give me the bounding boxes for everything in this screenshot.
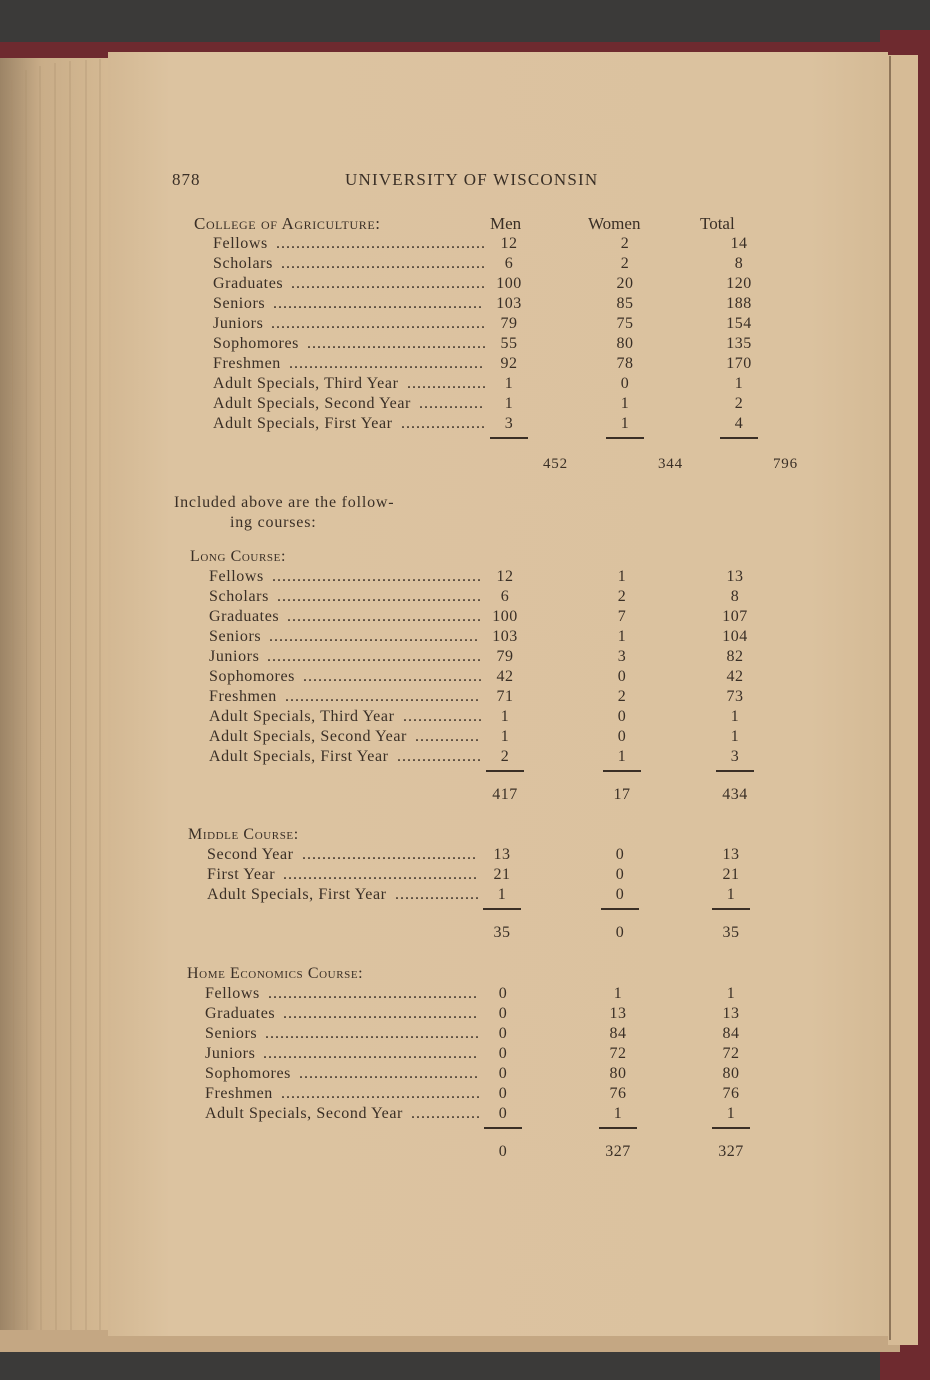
leader-dots: ....................................... [291,275,486,292]
table-row [0,1045,930,1065]
page-number: 878 [172,170,201,189]
cell-women: 2 [620,235,630,252]
cell-total: 188 [726,295,752,312]
cell-women: 1 [613,1105,623,1122]
leader-dots: ....................................... [289,355,484,372]
cell-women: 75 [616,315,634,332]
cell-women: 1 [613,985,623,1002]
table-row [0,1005,930,1025]
cell-total: 107 [722,608,748,625]
cell-women: 0 [617,708,627,725]
table-row [0,886,930,906]
sum-rule [720,437,758,439]
cell-women: 13 [609,1005,627,1022]
cell-women: 76 [609,1085,627,1102]
sum-rule [716,770,754,772]
cell-total: 3 [730,748,740,765]
sum-rule [603,770,641,772]
cell-men: 92 [500,355,518,372]
row-label: Graduates [205,1005,276,1022]
sum-rule [490,437,528,439]
cell-women: 0 [615,866,625,883]
row-label: Seniors [205,1025,258,1042]
table-row [0,1105,930,1125]
row-label: Sophomores [213,335,299,352]
row-label: Fellows [213,235,268,252]
cell-women: 80 [609,1065,627,1082]
cell-total: 42 [726,668,744,685]
table-row [0,295,930,315]
leader-dots: ....................................... [287,608,482,625]
cell-women: 1 [620,415,630,432]
section-heading-row [0,826,930,846]
cell-women: 80 [616,335,634,352]
cell-total: 1 [730,708,740,725]
cell-total: 76 [722,1085,740,1102]
cell-men: 1 [500,728,510,745]
table-row [0,375,930,395]
cell-total: 72 [722,1045,740,1062]
college-total-all: 796 [773,456,798,472]
table-row [0,985,930,1005]
column-header-women: Women [588,214,641,233]
cell-men: 103 [496,295,522,312]
leader-dots: ......................................... [277,588,482,605]
cell-total: 1 [730,728,740,745]
cell-total: 13 [722,1005,740,1022]
cell-total: 8 [734,255,744,272]
college-total-men: 452 [543,456,568,472]
cell-total: 84 [722,1025,740,1042]
table-row [0,315,930,335]
section-heading-row [0,548,930,568]
table-row [0,668,930,688]
cell-women: 2 [620,255,630,272]
leader-dots: ........................................ [281,1085,481,1102]
table-row [0,235,930,255]
cell-men: 3 [504,415,514,432]
cell-men: 0 [498,1045,508,1062]
cell-women: 2 [617,688,627,705]
cell-men: 6 [504,255,514,272]
leader-dots: .................................... [307,335,487,352]
section-heading-row [0,965,930,985]
sum-rule [484,1127,522,1129]
cell-men: 79 [496,648,514,665]
cell-women: 1 [617,568,627,585]
leader-dots: ....................................... [283,1005,478,1022]
row-label: Freshmen [209,688,277,705]
total-women: 327 [605,1143,631,1160]
column-header-total: Total [700,214,735,233]
leader-dots: .................................... [299,1065,479,1082]
sum-rule [486,770,524,772]
cell-men: 2 [500,748,510,765]
leader-dots: .......................................... [276,235,486,252]
cell-total: 21 [722,866,740,883]
leader-dots: ................. [395,886,480,903]
sum-rule [712,1127,750,1129]
sum-rule [483,908,521,910]
cell-men: 1 [500,708,510,725]
cell-men: 1 [504,375,514,392]
total-men: 417 [492,786,518,803]
table-row [0,608,930,628]
cell-men: 1 [497,886,507,903]
leader-dots: ....................................... [285,688,480,705]
cell-women: 84 [609,1025,627,1042]
cell-women: 0 [617,668,627,685]
cell-men: 13 [493,846,511,863]
table-row [0,1025,930,1045]
cell-total: 14 [730,235,748,252]
cell-total: 1 [726,886,736,903]
row-label: Freshmen [205,1085,273,1102]
cell-men: 55 [500,335,518,352]
cell-women: 0 [617,728,627,745]
row-label: Adult Specials, First Year [207,886,387,903]
total-total: 327 [718,1143,744,1160]
table-row [0,588,930,608]
cell-women: 1 [617,628,627,645]
cell-men: 0 [498,1085,508,1102]
total-total: 35 [722,924,740,941]
cell-women: 0 [615,886,625,903]
row-label: Juniors [209,648,260,665]
row-label: Adult Specials, First Year [209,748,389,765]
table-row [0,335,930,355]
leader-dots: ......................................... [281,255,486,272]
cell-men: 0 [498,985,508,1002]
table-row [0,415,930,435]
cell-total: 170 [726,355,752,372]
cell-men: 1 [504,395,514,412]
leader-dots: ............. [419,395,484,412]
leader-dots: .......................................... [273,295,483,312]
sum-rule [601,908,639,910]
row-label: Adult Specials, Second Year [205,1105,403,1122]
row-label: First Year [207,866,276,883]
total-women: 0 [615,924,625,941]
cell-total: 104 [722,628,748,645]
included-note-line-1: Included above are the follow- [174,494,395,511]
leader-dots: ............. [415,728,480,745]
cell-total: 4 [734,415,744,432]
cell-men: 103 [492,628,518,645]
cell-men: 42 [496,668,514,685]
leader-dots: .............. [411,1105,481,1122]
row-label: Adult Specials, Second Year [209,728,407,745]
table-row [0,275,930,295]
totals-row [0,1143,930,1163]
leader-dots: ................................... [302,846,477,863]
cell-total: 120 [726,275,752,292]
cell-total: 2 [734,395,744,412]
table-row [0,395,930,415]
row-label: Sophomores [209,668,295,685]
cell-total: 1 [734,375,744,392]
cell-total: 13 [726,568,744,585]
leader-dots: ................ [403,708,483,725]
cell-women: 0 [615,846,625,863]
row-label: Sophomores [205,1065,291,1082]
leader-dots: ................ [407,375,487,392]
long-course-heading: Long Course: [190,548,286,565]
table-row [0,846,930,866]
row-label: Adult Specials, Second Year [213,395,411,412]
leader-dots: .......................................... [269,628,479,645]
cell-men: 0 [498,1005,508,1022]
row-label: Adult Specials, Third Year [209,708,395,725]
cell-total: 82 [726,648,744,665]
cell-men: 100 [492,608,518,625]
total-men: 35 [493,924,511,941]
table-row [0,648,930,668]
row-label: Juniors [205,1045,256,1062]
cell-total: 1 [726,985,736,1002]
cell-men: 100 [496,275,522,292]
cell-total: 8 [730,588,740,605]
row-label: Juniors [213,315,264,332]
sum-rule [606,437,644,439]
row-label: Scholars [213,255,273,272]
leader-dots: ................. [397,748,482,765]
total-women: 17 [613,786,631,803]
leader-dots: ................. [401,415,486,432]
sum-rule [712,908,750,910]
leader-dots: ........................................... [263,1045,478,1062]
cell-total: 135 [726,335,752,352]
leader-dots: ........................................... [265,1025,480,1042]
cell-men: 71 [496,688,514,705]
table-row [0,866,930,886]
cell-total: 73 [726,688,744,705]
cell-women: 85 [616,295,634,312]
leader-dots: .......................................... [272,568,482,585]
cell-total: 13 [722,846,740,863]
college-heading: College of Agriculture: [194,214,381,233]
leader-dots: ....................................... [283,866,478,883]
cell-women: 20 [616,275,634,292]
cell-women: 1 [620,395,630,412]
row-label: Fellows [205,985,260,1002]
cell-total: 1 [726,1105,736,1122]
cell-total: 154 [726,315,752,332]
table-row [0,708,930,728]
row-label: Adult Specials, Third Year [213,375,399,392]
cell-total: 80 [722,1065,740,1082]
cell-men: 0 [498,1025,508,1042]
middle-course-heading: Middle Course: [188,826,299,843]
column-header-men: Men [490,214,522,233]
table-row [0,1065,930,1085]
cell-women: 3 [617,648,627,665]
table-row [0,355,930,375]
row-label: Seniors [213,295,266,312]
cell-men: 79 [500,315,518,332]
leader-dots: ........................................... [271,315,486,332]
cell-men: 0 [498,1105,508,1122]
row-label: Graduates [213,275,284,292]
cell-men: 6 [500,588,510,605]
row-label: Scholars [209,588,269,605]
row-label: Freshmen [213,355,281,372]
college-total-women: 344 [658,456,683,472]
table-row [0,728,930,748]
home-econ-heading: Home Economics Course: [187,965,364,982]
leader-dots: ........................................... [267,648,482,665]
row-label: Fellows [209,568,264,585]
cell-women: 72 [609,1045,627,1062]
row-label: Second Year [207,846,294,863]
leader-dots: .......................................... [268,985,478,1002]
running-head: UNIVERSITY OF WISCONSIN [345,170,599,189]
page-header [0,170,930,194]
cell-women: 0 [620,375,630,392]
cell-men: 0 [498,1065,508,1082]
sum-rule [599,1127,637,1129]
table-row [0,688,930,708]
total-men: 0 [498,1143,508,1160]
total-total: 434 [722,786,748,803]
cell-women: 7 [617,608,627,625]
row-label: Adult Specials, First Year [213,415,393,432]
included-note-line-2: ing courses: [230,514,317,531]
row-label: Graduates [209,608,280,625]
table-row [0,255,930,275]
totals-row [0,924,930,944]
row-label: Seniors [209,628,262,645]
cell-men: 12 [496,568,514,585]
cell-women: 2 [617,588,627,605]
table-row [0,568,930,588]
cell-men: 12 [500,235,518,252]
cell-women: 78 [616,355,634,372]
table-row [0,1085,930,1105]
table-row [0,748,930,768]
cell-women: 1 [617,748,627,765]
totals-row [0,786,930,806]
leader-dots: .................................... [303,668,483,685]
cell-men: 21 [493,866,511,883]
table-row [0,628,930,648]
